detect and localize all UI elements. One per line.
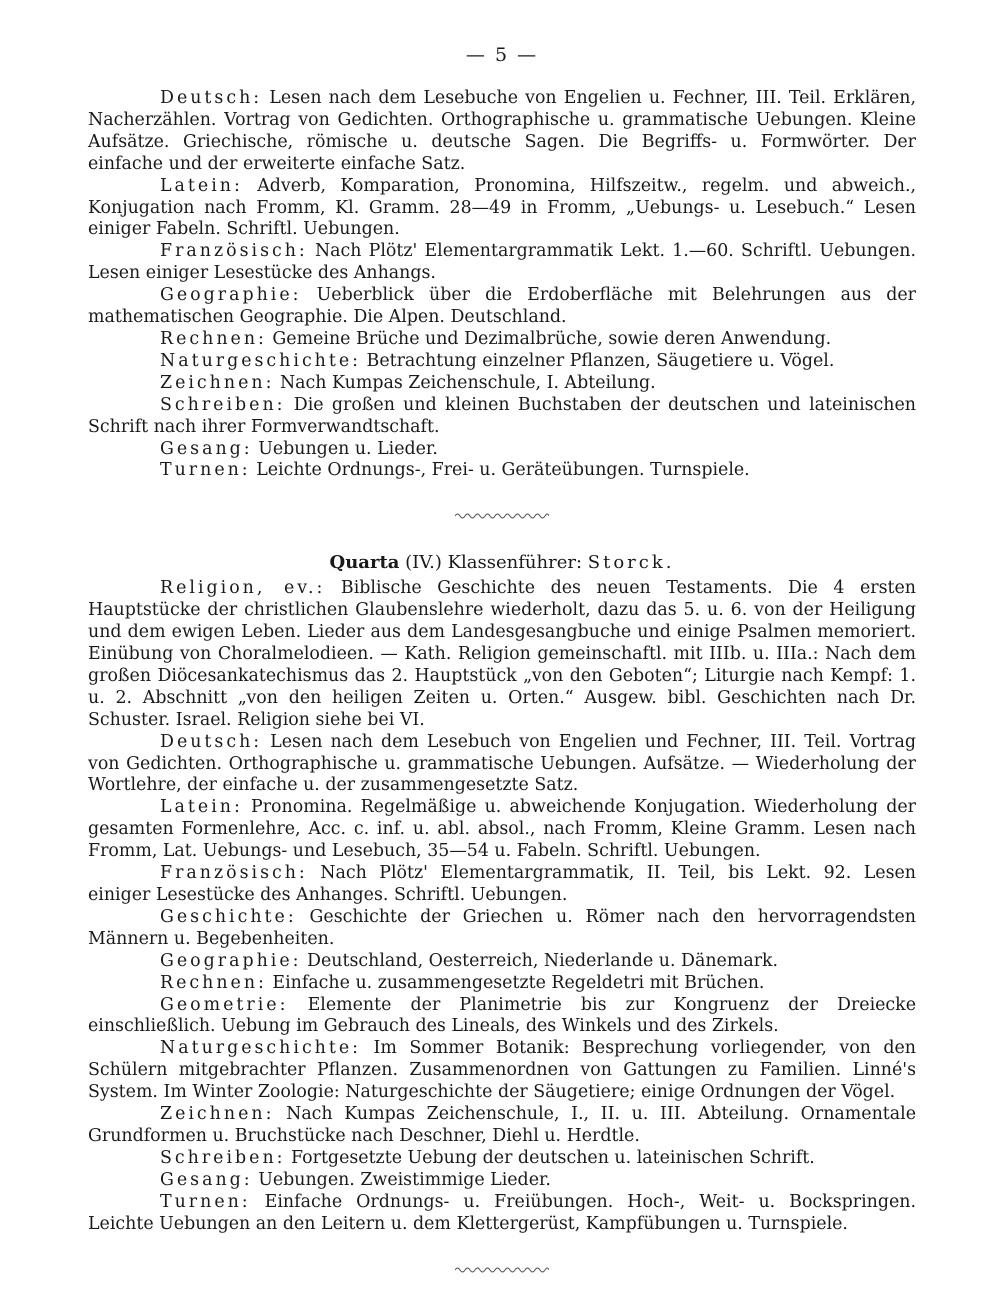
class-title: Quarta [329,552,400,574]
class-label: (IV.) Klassenführer: [399,552,588,574]
subject-text: Leichte Ordnungs-, Frei- u. Geräteübungen. Turnspiele. [250,460,750,481]
subject-text: Deutschland, Oesterreich, Niederlande u. Dänemark. [301,950,779,971]
subject-paragraph [88,439,916,461]
subject-label: Geographie: [160,285,302,306]
curriculum-block-quarta [88,578,916,1235]
subject-label: Zeichnen: [160,1104,275,1125]
subject-label: Rechnen: [160,972,267,993]
subject-text: Einfache u. zusammengesetzte Regeldetri mit Brüchen. [266,972,765,993]
document-page [88,44,916,1306]
subject-label: Naturgeschichte: [160,1038,362,1059]
subject-text: Gemeine Brüche und Dezimalbrüche, sowie deren Anwendung. [266,328,832,349]
subject-label: Französisch: [160,241,308,262]
class-teacher: Storck. [587,552,675,574]
section-heading [88,552,916,573]
subject-text: Uebungen u. Lieder. [252,438,438,459]
subject-paragraph [88,88,916,176]
subject-label: Turnen: [160,1191,251,1212]
page-number: — 5 — [465,44,539,66]
subject-label: Gesang: [160,438,253,459]
subject-text: Im Sommer Botanik: Besprechung vorliegender, von den Schülern mitgebrachter Pflanzen. Zusammenordnen von Gattungen zu Familien. Linné's System. Im Winter Zoologie: Naturgeschichte der Säugetiere; einige Ordnungen der Vögel. [88,1038,916,1103]
subject-text: Uebungen. Zweistimmige Lieder. [252,1169,551,1190]
subject-text: Geschichte der Griechen u. Römer nach den hervorragendsten Männern u. Begebenheiten. [88,906,916,949]
subject-label: Naturgeschichte: [160,350,362,371]
subject-paragraph [88,578,916,731]
curriculum-block-previous-class [88,88,916,482]
subject-paragraph [88,1192,916,1236]
subject-paragraph [88,907,916,951]
ornamental-divider [455,1266,549,1274]
subject-label: Deutsch: [160,88,263,108]
subject-label: Französisch: [160,863,308,884]
subject-text: Betrachtung einzelner Pflanzen, Säugetiere u. Vögel. [361,350,835,371]
subject-label: Latein: [160,175,243,196]
subject-text: Ueberblick über die Erdoberfläche mit Belehrungen aus der mathematischen Geographie. Die Alpen. Deutschland. [88,285,916,328]
subject-text: Einfache Ordnungs- u. Freiübungen. Hoch-, Weit- u. Bockspringen. Leichte Uebungen an den Leitern u. dem Klettergerüst, Kampfübungen u. Turnspiele. [88,1191,916,1234]
subject-paragraph [88,460,916,482]
subject-paragraph [88,1170,916,1192]
subject-paragraph [88,863,916,907]
subject-text: Nach Kumpas Zeichenschule, I., II. u. III. Abteilung. Ornamentale Grundformen u. Bruchstücke nach Deschner, Diehl u. Herdtle. [88,1104,916,1146]
subject-label: Rechnen: [160,328,267,349]
subject-label: Schreiben: [160,394,286,415]
subject-paragraph [88,176,916,242]
subject-text: Nach Kumpas Zeichenschule, I. Abteilung. [274,372,656,393]
subject-text: Die großen und kleinen Buchstaben der deutschen und lateinischen Schrift nach ihrer Formverwandtschaft. [88,394,916,437]
ornamental-divider [455,512,549,520]
subject-paragraph [88,973,916,995]
subject-text: Lesen nach dem Lesebuche von Engelien u. Fechner, III. Teil. Erklären, Nacherzählen. Vortrag von Gedichten. Orthographische u. grammatische Uebungen. Kleine Aufsätze. Griechische, römische u. deutsche Sagen. Die Begriffs- u. Formwörter. Der einfache und der erweiterte einfache Satz. [88,88,916,174]
subject-label: Geschichte: [160,906,297,927]
subject-paragraph [88,241,916,285]
subject-paragraph [88,395,916,439]
subject-text: Adverb, Komparation, Pronomina, Hilfszeitw., regelm. und abweich., Konjugation nach Fromm, Kl. Gramm. 28—49 in Fromm, „Uebungs- u. Lesebuch.“ Lesen einiger Fabeln. Schriftl. Uebungen. [88,175,916,240]
wavy-rule-icon [455,1266,549,1274]
subject-paragraph [88,351,916,373]
subject-label: Geographie: [160,950,302,971]
subject-paragraph [88,285,916,329]
subject-paragraph [88,1104,916,1148]
subject-text: Fortgesetzte Uebung der deutschen u. lateinischen Schrift. [285,1147,815,1168]
subject-text: Biblische Geschichte des neuen Testaments. Die 4 ersten Hauptstücke der christlichen Glaubenslehre wiederholt, dazu das 5. u. 6. von der Heiligung und dem ewigen Leben. Lieder aus dem Landesgesangbuche und einige Psalmen memoriert. Einübung von Choralmelodieen. — Kath. Religion gemeinschaftl. mit IIIb. u. IIIa.: Nach dem großen Diöcesankatechismus das 2. Hauptstück „von den Geboten“; Liturgie nach Kempf: 1. u. 2. Abschnitt „von den heiligen Zeiten u. Orten.“ Ausgew. bibl. Geschichten nach Dr. Schuster. Israel. Religion siehe bei VI. [88,578,916,730]
subject-paragraph [88,1038,916,1104]
subject-text: Lesen nach dem Lesebuch von Engelien und Fechner, III. Teil. Vortrag von Gedichten. Orthographische u. grammatische Uebungen. Aufsätze. — Wiederholung der Wortlehre, der einfache u. der zusammengesetzte Satz. [88,731,916,796]
subject-paragraph [88,329,916,351]
subject-label: Gesang: [160,1169,253,1190]
subject-paragraph [88,1148,916,1170]
subject-text: Nach Plötz' Elementargrammatik, II. Teil, bis Lekt. 92. Lesen einiger Lesestücke des Anhanges. Schriftl. Uebungen. [88,863,916,905]
subject-label: Schreiben: [160,1147,286,1168]
wavy-rule-icon [455,512,549,520]
subject-label: Zeichnen: [160,372,275,393]
subject-label: Religion, ev.: [160,578,326,599]
subject-label: Geometrie: [160,994,289,1015]
subject-paragraph [88,995,916,1039]
subject-paragraph [88,373,916,395]
subject-paragraph [88,951,916,973]
subject-text: Pronomina. Regelmäßige u. abweichende Konjugation. Wiederholung der gesamten Formenlehre, Acc. c. inf. u. abl. absol., nach Fromm, Kleine Gramm. Lesen nach Fromm, Lat. Uebungs- und Lesebuch, 35—54 u. Fabeln. Schriftl. Uebungen. [88,797,916,862]
subject-label: Turnen: [160,460,251,481]
subject-paragraph [88,797,916,863]
subject-label: Deutsch: [160,731,263,752]
subject-label: Latein: [160,797,243,818]
subject-text: Elemente der Planimetrie bis zur Kongruenz der Dreiecke einschließlich. Uebung im Gebrauch des Lineals, des Winkels und des Zirkels. [88,994,916,1037]
subject-text: Nach Plötz' Elementargrammatik Lekt. 1.—60. Schriftl. Uebungen. Lesen einiger Lesestücke des Anhangs. [88,241,916,284]
subject-paragraph [88,732,916,798]
